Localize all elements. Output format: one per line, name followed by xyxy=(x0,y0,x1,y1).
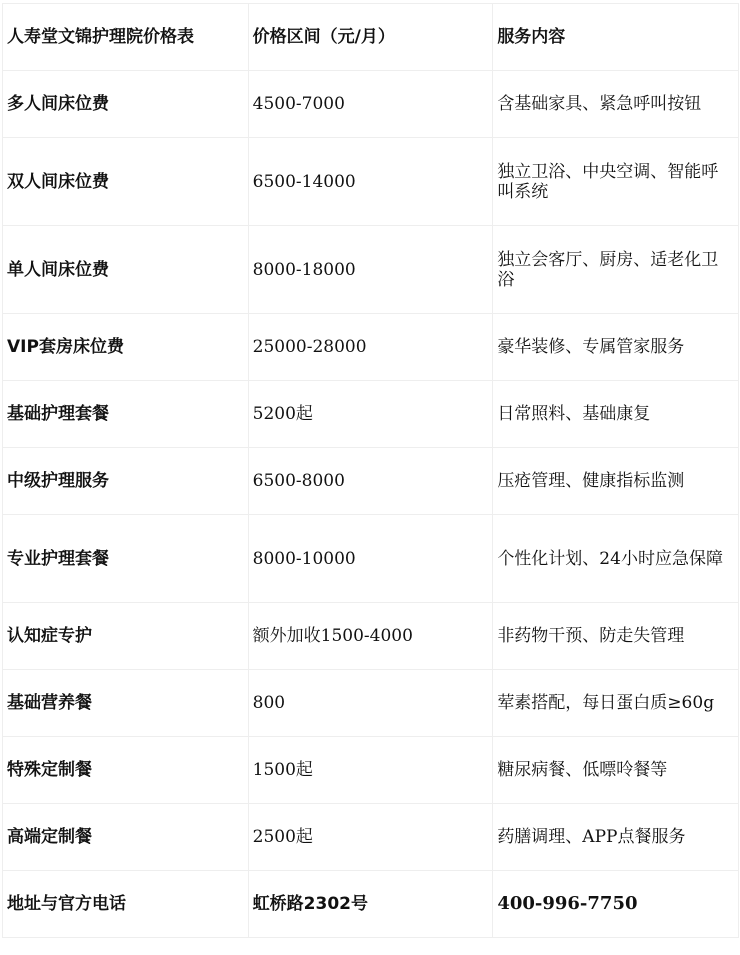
row-name: 特殊定制餐 xyxy=(3,737,249,804)
price-table xyxy=(2,3,739,938)
row-service: 非药物干预、防走失管理 xyxy=(493,603,739,670)
table-row xyxy=(3,314,739,381)
row-name: 中级护理服务 xyxy=(3,448,249,515)
row-service: 药膳调理、APP点餐服务 xyxy=(493,804,739,871)
row-price: 1500起 xyxy=(248,737,493,804)
row-price: 2500起 xyxy=(248,804,493,871)
address-value: 虹桥路2302号 xyxy=(248,871,493,938)
row-service: 日常照料、基础康复 xyxy=(493,381,739,448)
table-row xyxy=(3,515,739,603)
row-service: 独立会客厅、厨房、适老化卫浴 xyxy=(493,226,739,314)
row-name: 专业护理套餐 xyxy=(3,515,249,603)
row-price: 5200起 xyxy=(248,381,493,448)
row-name: 多人间床位费 xyxy=(3,71,249,138)
row-service: 独立卫浴、中央空调、智能呼叫系统 xyxy=(493,138,739,226)
header-title: 人寿堂文锦护理院价格表 xyxy=(3,4,249,71)
row-price: 6500-8000 xyxy=(248,448,493,515)
row-service: 个性化计划、24小时应急保障 xyxy=(493,515,739,603)
row-price: 8000-18000 xyxy=(248,226,493,314)
phone-value: 400-996-7750 xyxy=(493,871,739,938)
row-name: 基础营养餐 xyxy=(3,670,249,737)
table-row xyxy=(3,138,739,226)
table-row xyxy=(3,226,739,314)
row-service: 含基础家具、紧急呼叫按钮 xyxy=(493,71,739,138)
table-row xyxy=(3,670,739,737)
header-row xyxy=(3,4,739,71)
row-name: 单人间床位费 xyxy=(3,226,249,314)
row-price: 4500-7000 xyxy=(248,71,493,138)
row-price: 额外加收1500-4000 xyxy=(248,603,493,670)
header-service: 服务内容 xyxy=(493,4,739,71)
row-service: 豪华装修、专属管家服务 xyxy=(493,314,739,381)
row-service: 压疮管理、健康指标监测 xyxy=(493,448,739,515)
table-row xyxy=(3,603,739,670)
table-row xyxy=(3,71,739,138)
contact-label: 地址与官方电话 xyxy=(3,871,249,938)
row-name: 基础护理套餐 xyxy=(3,381,249,448)
row-price: 800 xyxy=(248,670,493,737)
table-row xyxy=(3,737,739,804)
row-price: 8000-10000 xyxy=(248,515,493,603)
table-row xyxy=(3,448,739,515)
row-service: 荤素搭配，每日蛋白质≥60g xyxy=(493,670,739,737)
header-price: 价格区间（元/月） xyxy=(248,4,493,71)
row-name: 高端定制餐 xyxy=(3,804,249,871)
table-row xyxy=(3,381,739,448)
row-name: 双人间床位费 xyxy=(3,138,249,226)
row-service: 糖尿病餐、低嘌呤餐等 xyxy=(493,737,739,804)
row-name: 认知症专护 xyxy=(3,603,249,670)
row-price: 6500-14000 xyxy=(248,138,493,226)
row-name: VIP套房床位费 xyxy=(3,314,249,381)
row-price: 25000-28000 xyxy=(248,314,493,381)
contact-row xyxy=(3,871,739,938)
table-row xyxy=(3,804,739,871)
